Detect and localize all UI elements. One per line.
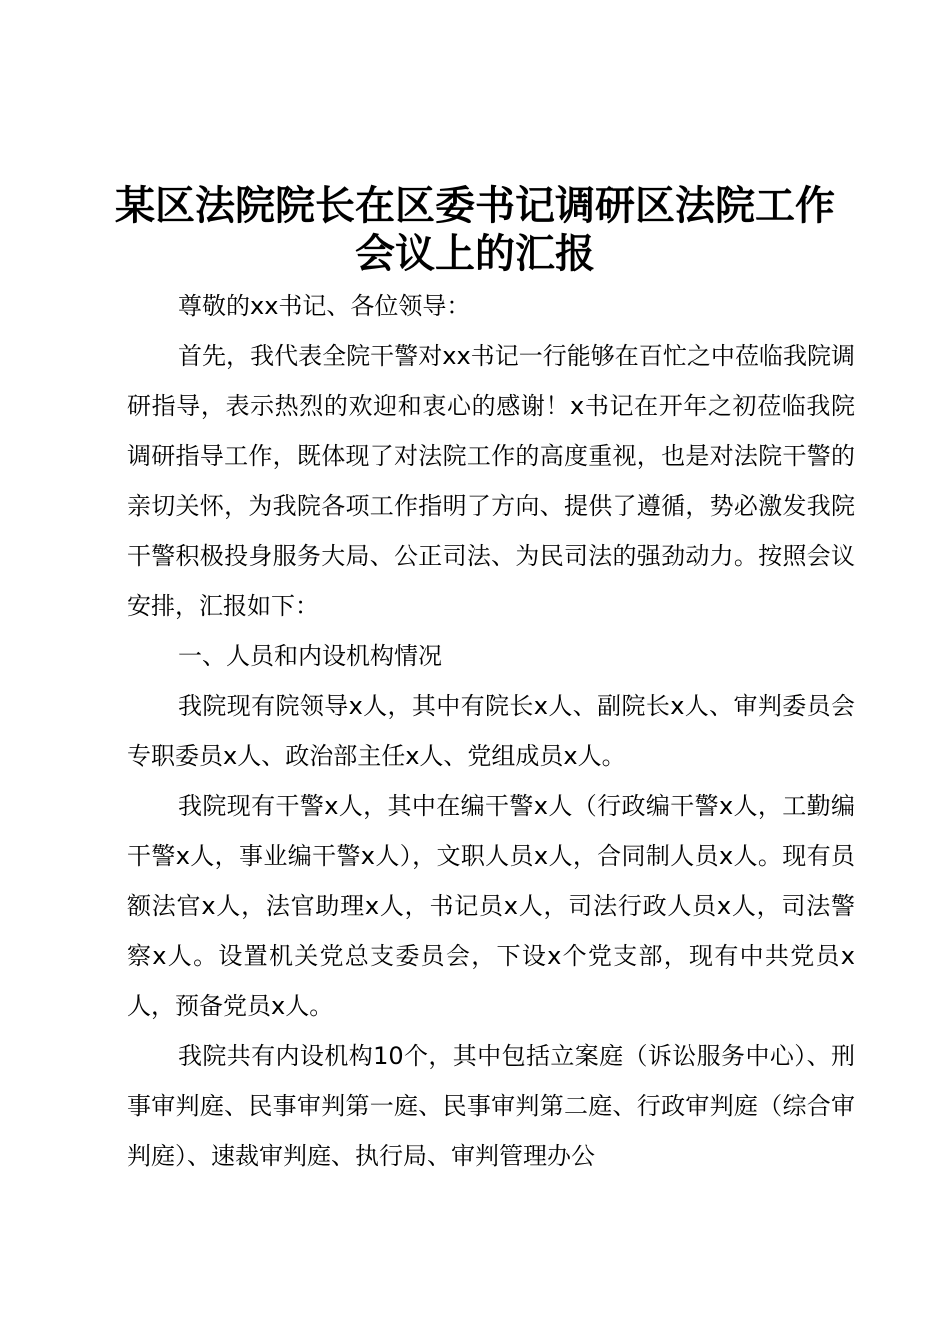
document-title: 某区法院院长在区委书记调研区法院工作会议上的汇报 <box>115 182 835 277</box>
departments-paragraph: 我院共有内设机构10个，其中包括立案庭（诉讼服务中心）、刑事审判庭、民事审判第一庭、民事审判第二庭、行政审判庭（综合审判庭）、速裁审判庭、执行局、审判管理办公 <box>127 1042 855 1170</box>
document-body <box>127 281 855 1181</box>
leadership-paragraph: 我院现有院领导x人，其中有院长x人、副院长x人、审判委员会专职委员x人、政治部主任x人、党组成员x人。 <box>127 692 855 770</box>
opening-paragraph: 首先，我代表全院干警对xx书记一行能够在百忙之中莅临我院调研指导，表示热烈的欢迎和衷心的感谢！x书记在开年之初莅临我院调研指导工作，既体现了对法院工作的高度重视，也是对法院干警的亲切关怀，为我院各项工作指明了方向、提供了遵循，势必激发我院干警积极投身服务大局、公正司法、为民司法的强劲动力。按照会议安排，汇报如下： <box>127 342 855 620</box>
salutation: 尊敬的xx书记、各位领导： <box>178 292 471 320</box>
section-heading-personnel: 一、人员和内设机构情况 <box>178 642 442 670</box>
staff-paragraph: 我院现有干警x人，其中在编干警x人（行政编干警x人，工勤编干警x人，事业编干警x人），文职人员x人，合同制人员x人。现有员额法官x人，法官助理x人，书记员x人，司法行政人员x人，司法警察x人。设置机关党总支委员会，下设x个党支部，现有中共党员x人，预备党员x人。 <box>127 792 855 1020</box>
